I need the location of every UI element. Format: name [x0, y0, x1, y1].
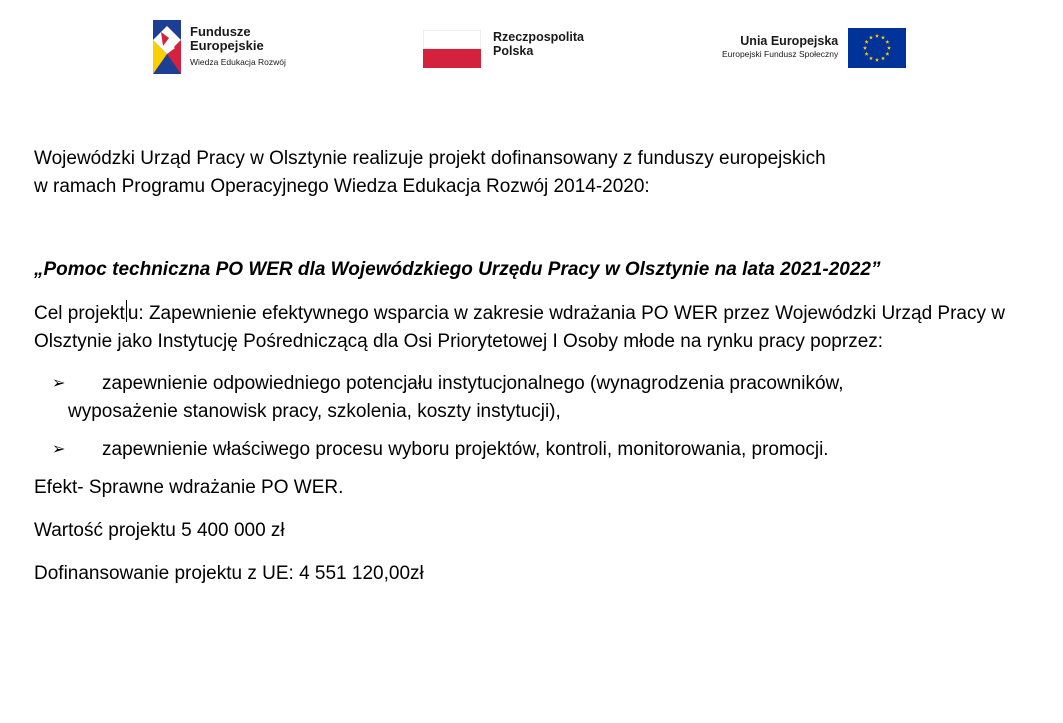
intro-paragraph — [34, 145, 1034, 201]
project-value: Wartość projektu 5 400 000 zł — [34, 520, 285, 541]
bullet-list — [34, 370, 1034, 464]
fe-line1: Fundusze — [190, 24, 251, 39]
fe-star-icon — [153, 20, 181, 74]
list-item — [34, 436, 1034, 464]
project-goal — [34, 300, 1034, 356]
intro-line1: Wojewódzki Urząd Pracy w Olsztynie realizuje projekt dofinansowany z funduszy europejskich — [34, 148, 826, 169]
text-cursor — [126, 300, 127, 322]
polish-flag-icon — [423, 30, 481, 68]
rzeczpospolita-polska-logo — [423, 30, 584, 58]
bullet-1-line1: zapewnienie odpowiedniego potencjału instytucjonalnego (wynagrodzenia pracowników, — [102, 373, 844, 394]
ue-line1: Unia Europejska — [740, 34, 839, 48]
arrow-bullet-icon: ➢ — [52, 441, 66, 458]
fundusze-europejskie-logo — [153, 20, 286, 74]
bullet-2-line1: zapewnienie właściwego procesu wyboru projektów, kontroli, monitorowania, promocji. — [102, 439, 829, 460]
fe-line3: Wiedza Edukacja Rozwój — [190, 57, 286, 67]
eu-flag-icon — [848, 28, 906, 68]
bullet-1-line2: wyposażenie stanowisk pracy, szkolenia, koszty instytucji), — [68, 401, 561, 422]
ue-line2: Europejski Fundusz Społeczny — [722, 49, 839, 59]
list-item — [34, 370, 1034, 426]
project-title: „Pomoc techniczna PO WER dla Wojewódzkiego Urzędu Pracy w Olsztynie na lata 2021-2022” — [34, 259, 881, 280]
unia-europejska-logo — [722, 28, 906, 68]
effect-line: Efekt- Sprawne wdrażanie PO WER. — [34, 477, 344, 498]
goal-prefix: Cel projekt — [34, 303, 125, 324]
logo-bar — [0, 0, 1063, 110]
rp-line1: Rzeczpospolita — [493, 30, 584, 44]
goal-rest: u: Zapewnienie efektywnego wsparcia w zakresie wdrażania PO WER przez Wojewódzki Urząd Pracy w Olsztynie jako Instytucję Pośredniczącą dla Osi Priorytetowej I Osoby młode na rynku pracy poprzez: — [34, 303, 1005, 352]
intro-line2: w ramach Programu Operacyjnego Wiedza Edukacja Rozwój 2014-2020: — [34, 176, 650, 197]
fe-line2: Europejskie — [190, 38, 264, 53]
document-body — [34, 145, 1034, 603]
rp-line2: Polska — [493, 44, 534, 58]
arrow-bullet-icon: ➢ — [52, 375, 66, 392]
eu-cofinancing: Dofinansowanie projektu z UE: 4 551 120,00zł — [34, 563, 424, 584]
